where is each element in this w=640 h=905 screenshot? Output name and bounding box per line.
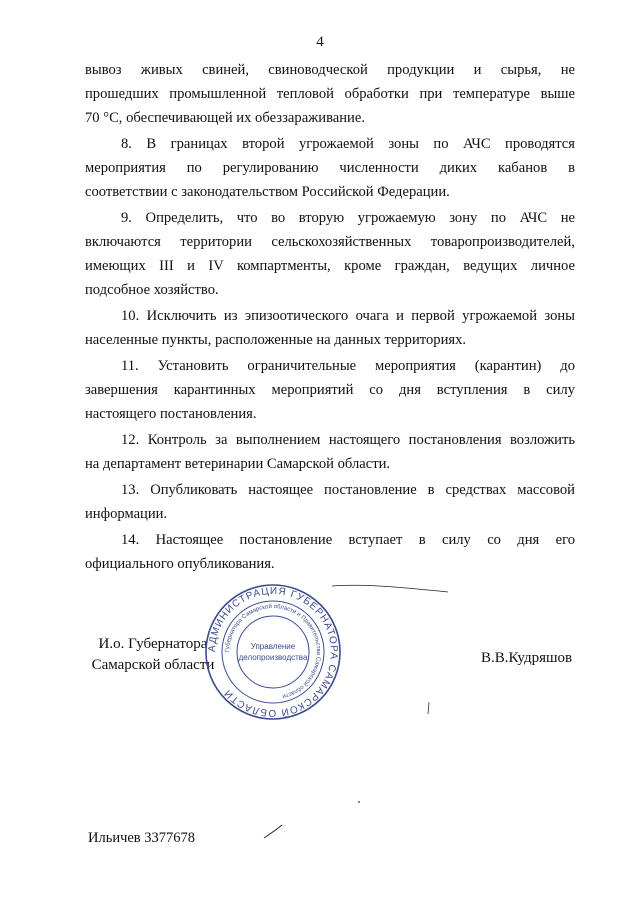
text-line: завершения карантинных мероприятий со дня вступления в силу — [85, 382, 575, 398]
text-line: прошедших промышленной тепловой обработки при температуре выше — [85, 86, 575, 102]
text-line: настоящего постановления. — [85, 406, 257, 422]
text-line: информации. — [85, 506, 168, 522]
page-number: 4 — [316, 34, 324, 50]
seal-center-line-2: делопроизводства — [238, 653, 308, 662]
text-line: на департамент ветеринарии Самарской области. — [85, 456, 391, 472]
ink-mark — [262, 822, 284, 842]
text-line: 14. Настоящее постановление вступает в силу со дня его — [121, 532, 575, 548]
text-line: включаются территории сельскохозяйственных товаропроизводителей, — [85, 234, 575, 250]
text-line: 70 °С, обеспечивающей их обеззараживание. — [85, 110, 365, 126]
text-line: имеющих III и IV компартменты, кроме граждан, ведущих личное — [85, 258, 575, 274]
document-body — [85, 58, 575, 578]
paragraph-12 — [85, 428, 575, 476]
text-line: 9. Определить, что во вторую угрожаемую зону по АЧС не — [121, 210, 575, 226]
paragraph-11 — [85, 354, 575, 426]
text-line: мероприятия по регулированию численности диких кабанов в — [85, 160, 575, 176]
seal-inner-text: Губернатора Самарской области и Правительства Самарской области — [224, 603, 322, 699]
paragraph-9 — [85, 206, 575, 302]
ink-speck — [424, 700, 434, 716]
seal-outer-text: АДМИНИСТРАЦИЯ ГУБЕРНАТОРА САМАРСКОЙ ОБЛАСТИ — [206, 585, 340, 719]
position-line-1: И.о. Губернатора — [98, 636, 208, 652]
text-line: подсобное хозяйство. — [85, 282, 219, 298]
text-line: 11. Установить ограничительные мероприятия (карантин) до — [121, 358, 575, 374]
paragraph-13 — [85, 478, 575, 526]
text-line: населенные пункты, расположенные на данных территориях. — [85, 332, 467, 348]
executor-footer: Ильичев 3377678 — [88, 830, 196, 846]
text-line: 12. Контроль за выполнением настоящего постановления возложить — [121, 432, 575, 448]
text-line: 8. В границах второй угрожаемой зоны по АЧС проводятся — [121, 136, 575, 152]
official-seal — [204, 583, 342, 721]
paragraph-14 — [85, 528, 575, 576]
text-line: вывоз живых свиней, свиноводческой продукции и сырья, не — [85, 62, 575, 78]
paragraph-8 — [85, 132, 575, 204]
text-line: 13. Опубликовать настоящее постановление в средствах массовой — [121, 482, 575, 498]
text-line: официального опубликования. — [85, 556, 275, 572]
signature-stroke — [330, 580, 450, 600]
text-line: 10. Исключить из эпизоотического очага и первой угрожаемой зоны — [121, 308, 575, 324]
signatory-name: В.В.Кудряшов — [481, 650, 573, 666]
position-line-2: Самарской области — [91, 657, 215, 673]
paragraph-10 — [85, 304, 575, 352]
text-line: соответствии с законодательством Российской Федерации. — [85, 184, 450, 200]
seal-center-line-1: Управление — [250, 642, 296, 651]
signatory-position — [88, 634, 218, 676]
ink-speck — [355, 797, 363, 807]
paragraph-continuation — [85, 58, 575, 130]
